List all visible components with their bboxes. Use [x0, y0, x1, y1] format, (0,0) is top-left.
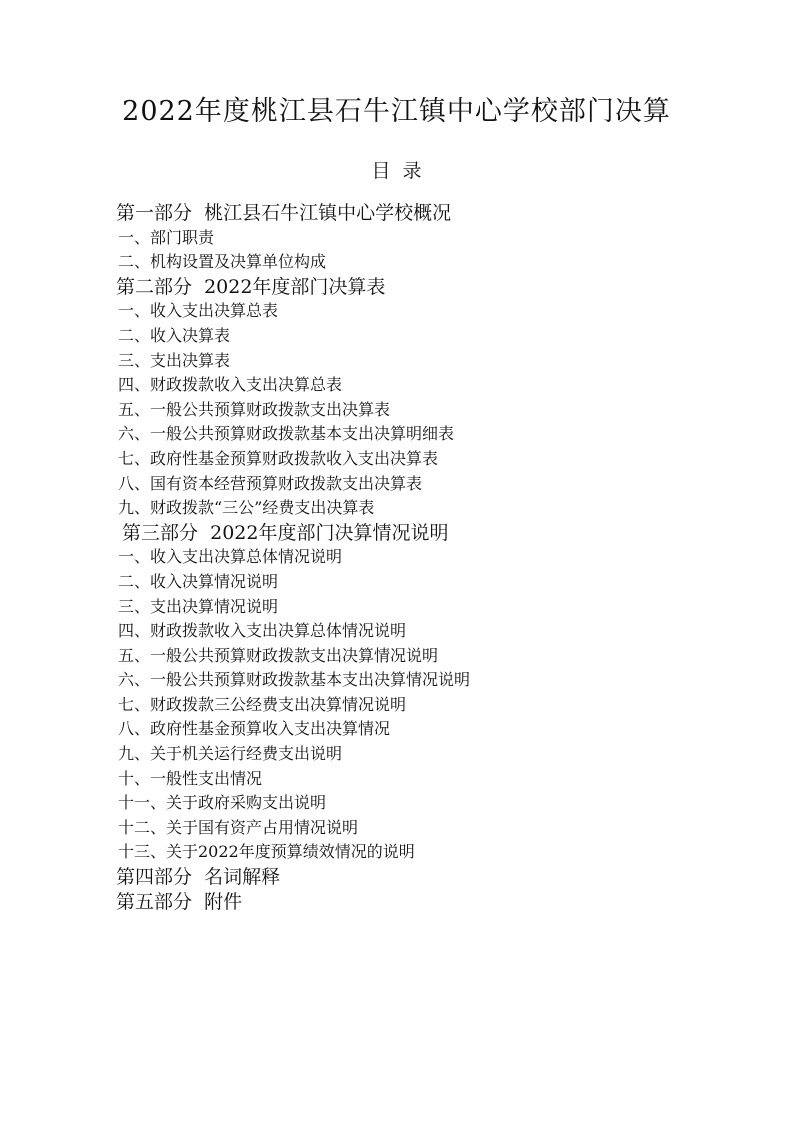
toc-item: 一、部门职责: [118, 227, 215, 247]
toc-item: 九、关于机关运行经费支出说明: [118, 744, 343, 764]
toc-item: 十一、关于政府采购支出说明: [118, 793, 327, 813]
toc-item: 五、一般公共预算财政拨款支出决算情况说明: [118, 645, 439, 665]
toc-part-5: 第五部分 附件: [116, 890, 243, 913]
document-title: 2022年度桃江县石牛江镇中心学校部门决算: [122, 96, 671, 127]
toc-part-1: 第一部分 桃江县石牛江镇中心学校概况: [116, 202, 452, 224]
toc-item: 五、一般公共预算财政拨款支出决算表: [118, 399, 391, 419]
toc-part-3: 第三部分 2022年度部门决算情况说明: [116, 521, 449, 544]
toc-item: 八、政府性基金预算收入支出决算情况: [118, 719, 391, 739]
toc-item: 七、财政拨款三公经费支出决算情况说明: [118, 694, 407, 714]
toc-item: 一、收入支出决算总体情况说明: [118, 547, 343, 567]
toc-heading: 目 录: [371, 160, 422, 182]
toc-item: 七、政府性基金预算财政拨款收入支出决算表: [118, 448, 439, 468]
toc-item: 二、收入决算情况说明: [118, 571, 279, 591]
toc-item: 二、收入决算表: [118, 325, 231, 345]
toc-item: 六、一般公共预算财政拨款基本支出决算情况说明: [118, 670, 471, 690]
toc-item: 四、财政拨款收入支出决算总体情况说明: [118, 621, 407, 641]
toc-item: 十三、关于2022年度预算绩效情况的说明: [118, 842, 415, 862]
toc-item: 九、财政拨款“三公”经费支出决算表: [118, 498, 375, 518]
toc-item: 一、收入支出决算总表: [118, 301, 279, 321]
toc-item: 四、财政拨款收入支出决算总表: [118, 375, 343, 395]
toc-item: 十、一般性支出情况: [118, 768, 263, 788]
toc-item: 三、支出决算表: [118, 350, 231, 370]
toc-item: 二、机构设置及决算单位构成: [118, 252, 327, 272]
table-of-contents: [116, 201, 736, 914]
toc-part-4: 第四部分 名词解释: [116, 866, 281, 889]
toc-item: 八、国有资本经营预算财政拨款支出决算表: [118, 473, 423, 493]
toc-item: 六、一般公共预算财政拨款基本支出决算明细表: [118, 424, 455, 444]
toc-item: 十二、关于国有资产占用情况说明: [118, 817, 359, 837]
toc-item: 三、支出决算情况说明: [118, 596, 279, 616]
toc-part-2: 第二部分 2022年度部门决算表: [116, 275, 386, 298]
